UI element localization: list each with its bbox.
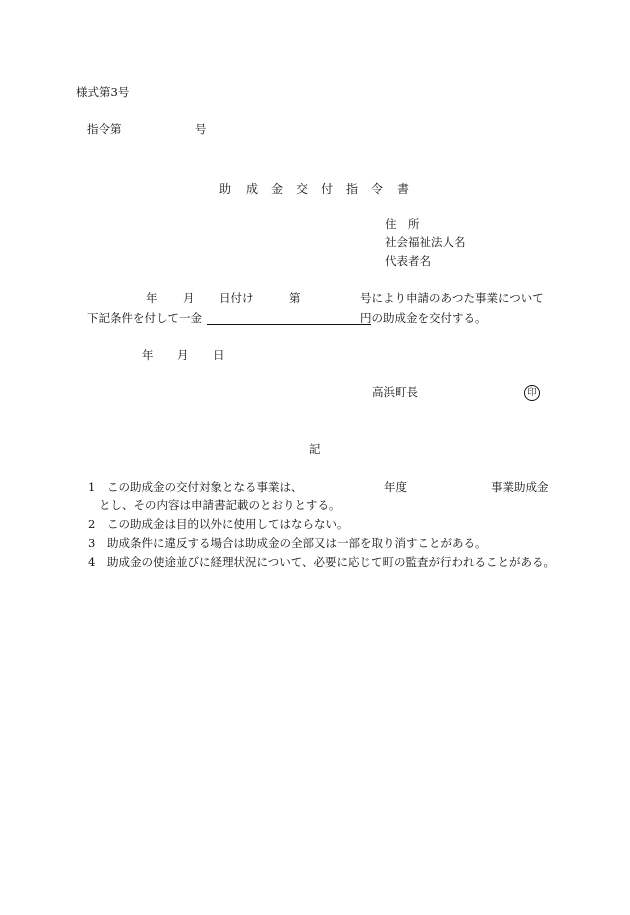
- title-char: 付: [321, 182, 334, 196]
- body-month: 月: [183, 291, 195, 305]
- corporation-name-label: 社会福祉法人名: [385, 235, 466, 249]
- condition-number: 2: [88, 517, 96, 531]
- body-dated: 日付け: [219, 291, 254, 305]
- ki-heading: 記: [309, 442, 321, 456]
- condition-number: 4: [88, 555, 96, 569]
- title-char: 交: [296, 182, 309, 196]
- issue-year: 年: [142, 348, 154, 362]
- address-label: 住 所: [385, 217, 420, 231]
- body-application-text: 号により申請のあつた事業について: [360, 291, 544, 305]
- body-amount-lead: 下記条件を付して一金: [87, 311, 202, 325]
- title-char: 金: [271, 182, 284, 196]
- directive-number-prefix: 指令第: [87, 122, 122, 136]
- condition-fiscal-year: 年度: [384, 480, 407, 494]
- condition-number: 1: [88, 480, 96, 494]
- condition-text: 助成条件に違反する場合は助成金の全部又は一部を取り消すことがある。: [107, 536, 487, 550]
- seal-mark: 印: [524, 385, 540, 401]
- condition-text-continued: とし、その内容は申請書記載のとおりとする。: [99, 498, 341, 512]
- condition-number: 3: [88, 536, 96, 550]
- condition-text: 助成金の使途並びに経理状況について、必要に応じて町の監査が行われることがある。: [107, 555, 556, 569]
- condition-text: この助成金は目的以外に使用してはならない。: [107, 517, 349, 531]
- issue-month: 月: [177, 348, 189, 362]
- issue-day: 日: [213, 348, 225, 362]
- title-char: 成: [246, 182, 259, 196]
- representative-label: 代表者名: [385, 254, 431, 268]
- amount-blank-line: [207, 324, 371, 325]
- directive-number-suffix: 号: [195, 122, 207, 136]
- title-char: 書: [397, 182, 410, 196]
- form-number: 様式第3号: [76, 85, 130, 99]
- title-char: 令: [371, 182, 384, 196]
- issuer-name: 高浜町長: [372, 385, 418, 399]
- body-number-prefix: 第: [289, 291, 301, 305]
- title-char: 助: [219, 182, 232, 196]
- condition-text: この助成金の交付対象となる事業は、: [107, 480, 303, 494]
- body-year: 年: [146, 291, 158, 305]
- condition-program: 事業助成金: [491, 480, 549, 494]
- body-amount-tail: 円の助成金を交付する。: [360, 311, 487, 325]
- title-char: 指: [346, 182, 359, 196]
